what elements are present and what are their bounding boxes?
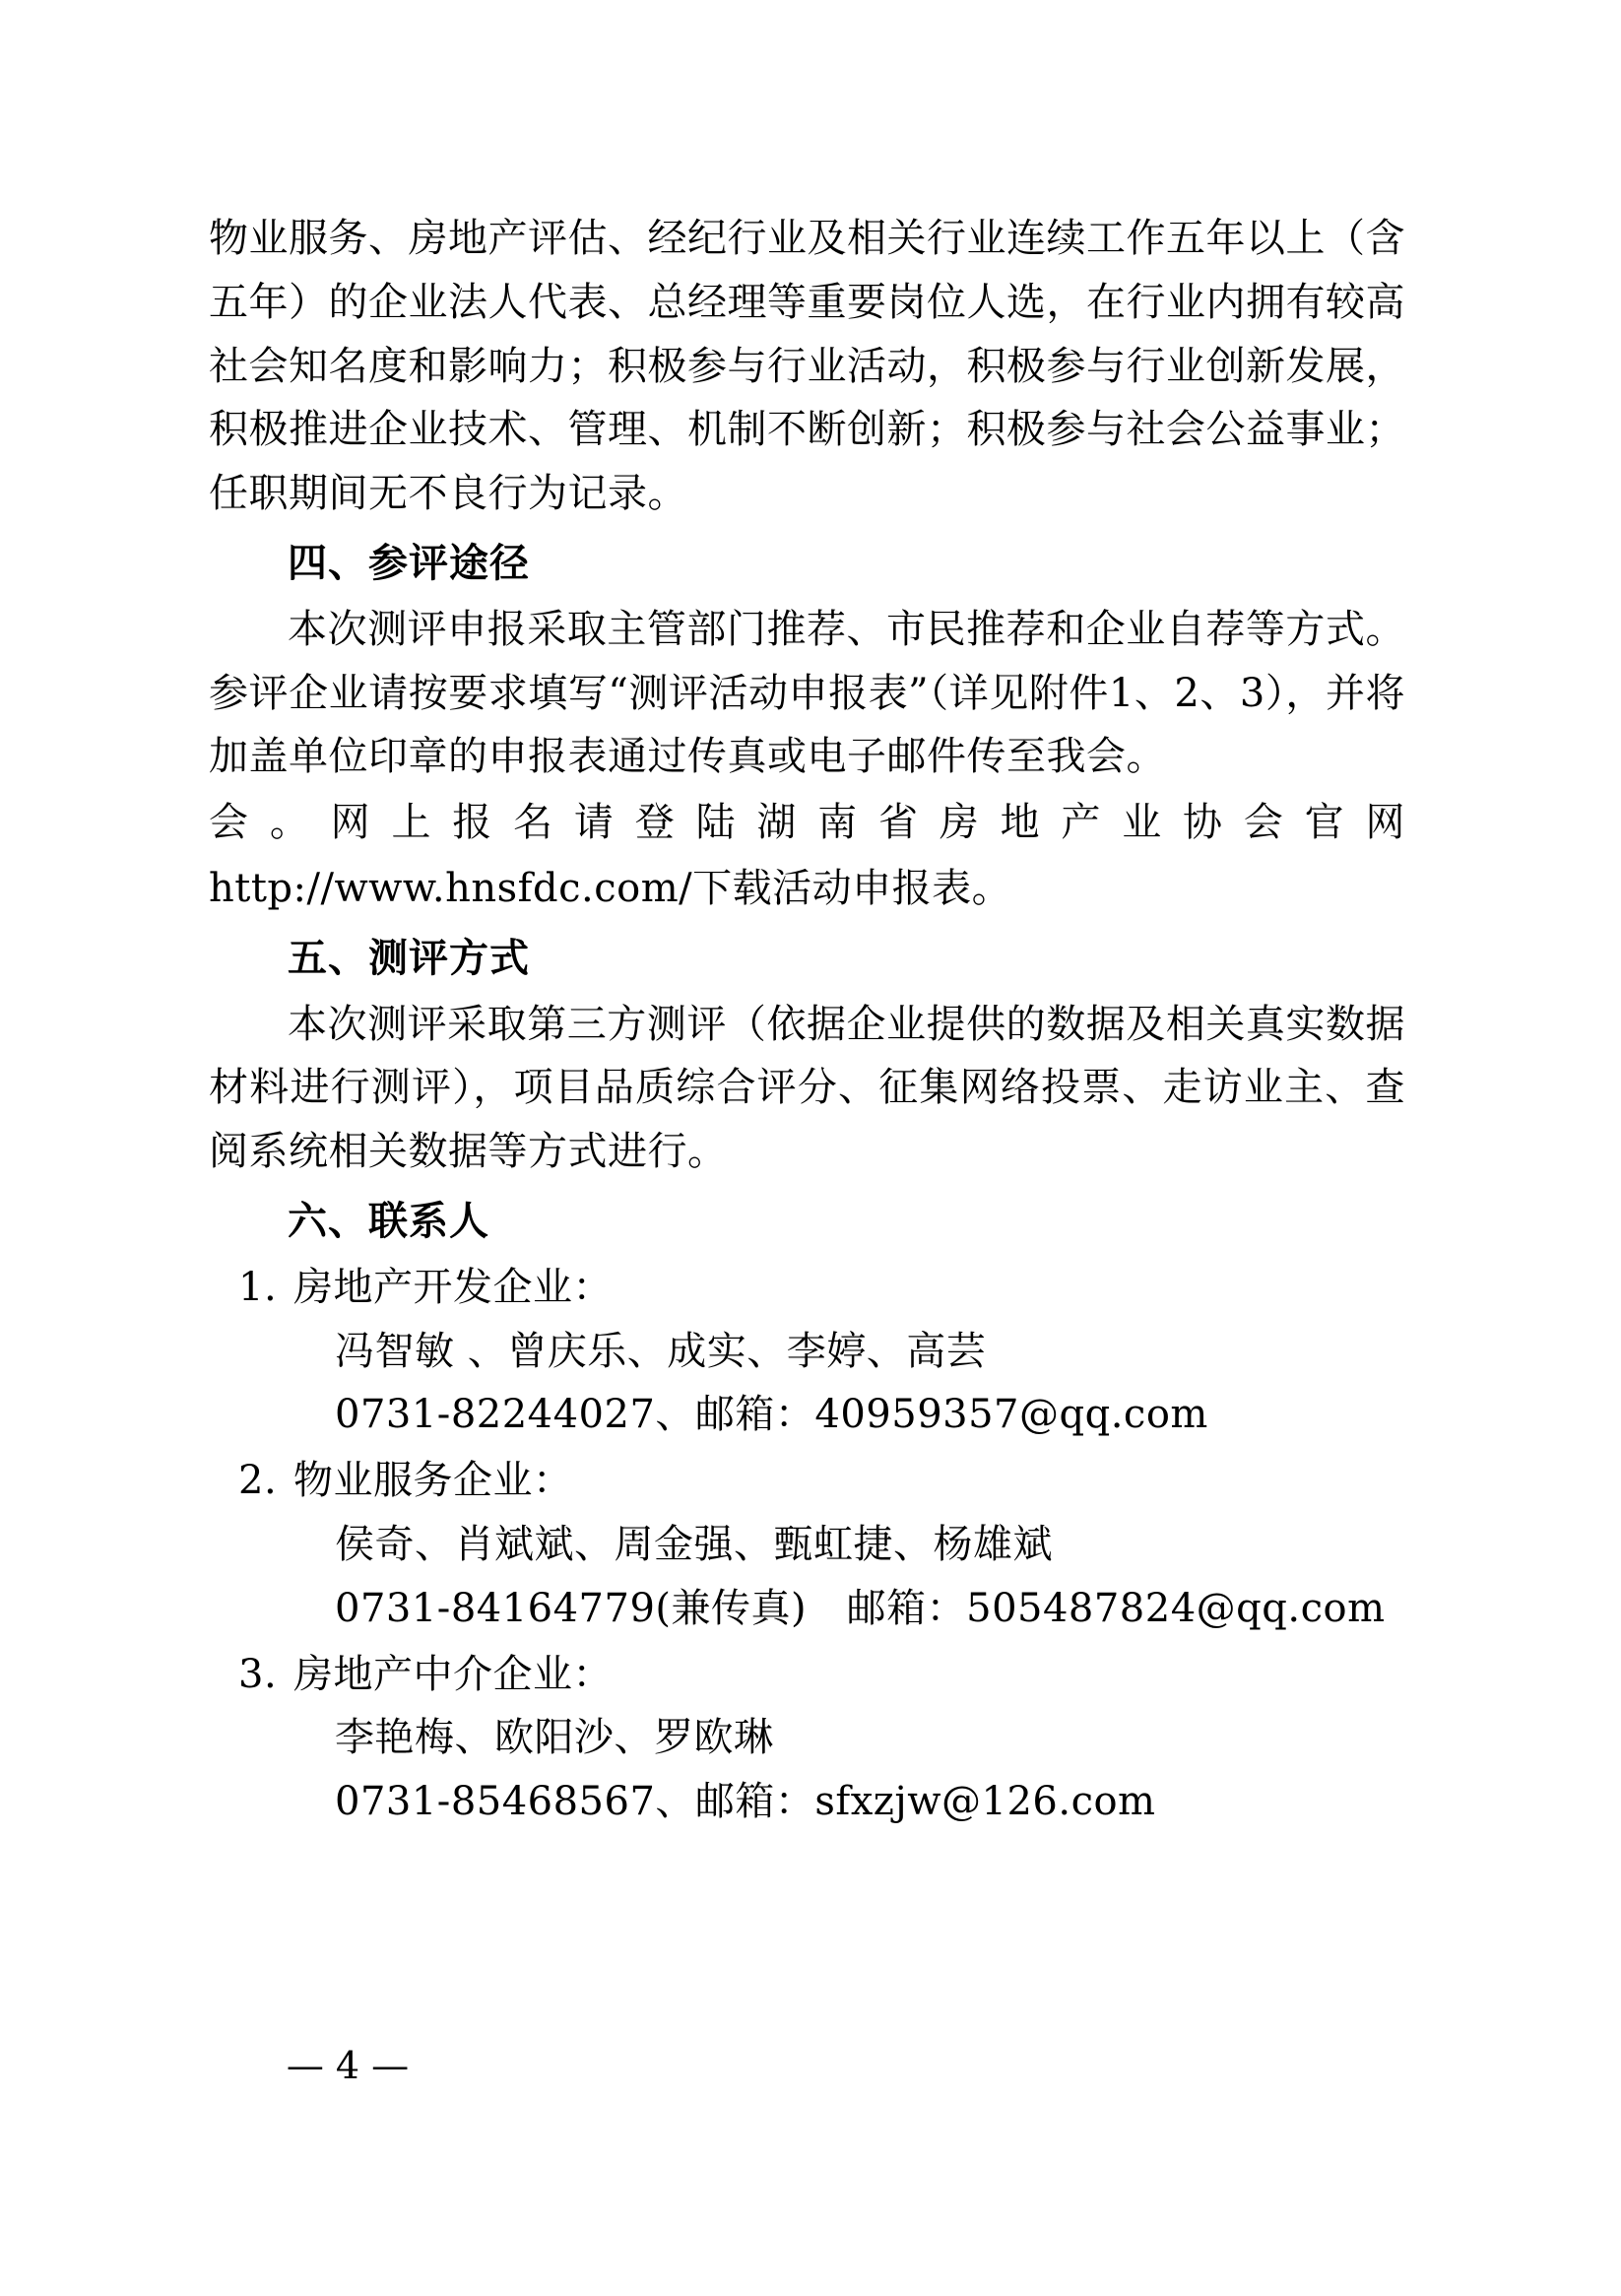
section-four-body-justified-line: 会 。 网 上 报 名 请 登 陆 湖 南 省 房 地 产 业 协 会 官 网	[209, 800, 1405, 846]
contact-title-row	[209, 1643, 1405, 1707]
contact-title: 房地产开发企业：	[293, 1264, 613, 1310]
page-footer	[0, 2044, 1621, 2087]
page-number: — 4 —	[286, 2044, 410, 2087]
contact-phone-email: 0731-85468567、邮箱：sfxzjw@126.com	[335, 1779, 1156, 1825]
paragraph-continuation: 物业服务、房地产评估、经纪行业及相关行业连续工作五年以上（含五年）的企业法人代表、总经理等重要岗位人选，在行业内拥有较高社会知名度和影响力；积极参与行业活动，积极参与行业创新发展，积极推进企业技术、管理、机制不断创新；积极参与社会公益事业；任职期间无不良行为记录。	[209, 216, 1405, 517]
contact-names: 侯奇、肖斌斌、周金强、甄虹捷、杨雄斌	[335, 1521, 1053, 1567]
contact-title-row	[209, 1449, 1405, 1513]
section-four-url-line: http://www.hnsfdc.com/下载活动申报表。	[209, 865, 1012, 911]
contact-names: 李艳梅、欧阳沙、罗欧琳	[335, 1715, 774, 1761]
section-heading-four: 四、参评途径	[288, 540, 530, 586]
contact-phone-email: 0731-84164779(兼传真) 邮箱：505487824@qq.com	[335, 1585, 1386, 1631]
list-item	[209, 1449, 1405, 1640]
contact-title-row	[209, 1256, 1405, 1320]
contact-names: 冯智敏 、曾庆乐、成实、李婷、高芸	[335, 1328, 987, 1374]
contact-phone-email: 0731-82244027、邮箱：40959357@qq.com	[335, 1392, 1208, 1438]
section-heading-six: 六、联系人	[288, 1198, 489, 1244]
contact-list	[209, 1256, 1405, 1834]
list-item	[209, 1643, 1405, 1834]
contact-number: 1.	[238, 1264, 278, 1310]
contact-number: 2.	[238, 1458, 278, 1504]
section-four-body: 本次测评申报采取主管部门推荐、市民推荐和企业自荐等方式。参评企业请按要求填写“测评活动申报表”（详见附件1、2、3），并将加盖单位印章的申报表通过传真或电子邮件传至我会。	[209, 606, 1405, 780]
contact-number: 3.	[238, 1651, 278, 1697]
section-five-body: 本次测评采取第三方测评（依据企业提供的数据及相关真实数据材料进行测评），项目品质综合评分、征集网络投票、走访业主、查阅系统相关数据等方式进行。	[209, 1001, 1405, 1175]
contact-title: 房地产中介企业：	[293, 1651, 613, 1697]
section-heading-five: 五、测评方式	[288, 935, 530, 981]
document-content	[209, 207, 1405, 1836]
contact-title: 物业服务企业：	[293, 1458, 573, 1504]
list-item	[209, 1256, 1405, 1447]
